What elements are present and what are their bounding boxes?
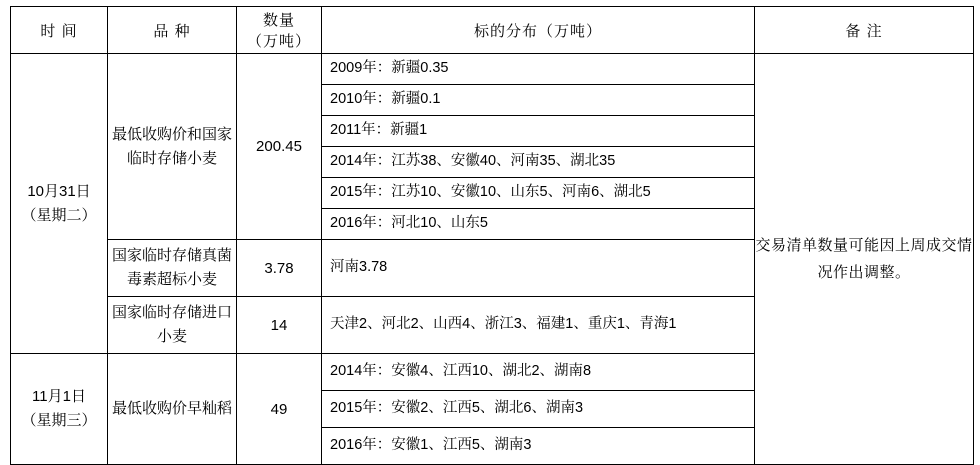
distribution-row xyxy=(322,116,754,147)
column-header-quantity-line1: 数量 xyxy=(262,12,295,29)
variety-cell: 最低收购价和国家临时存储小麦 xyxy=(108,54,237,240)
date-line1: 10月31日 xyxy=(27,182,91,200)
distribution-list xyxy=(322,54,754,239)
distribution-row xyxy=(322,297,754,353)
table-body xyxy=(11,54,974,465)
remark-cell: 交易清单数量可能因上周成交情况作出调整。 xyxy=(755,54,974,465)
column-header-time: 时 间 xyxy=(11,7,108,54)
distribution-row xyxy=(322,85,754,116)
distribution-cell xyxy=(322,354,755,465)
column-header-quantity xyxy=(237,7,322,54)
quantity-cell: 49 xyxy=(237,354,322,465)
distribution-item: 2011年：新疆1 xyxy=(322,116,754,147)
distribution-row xyxy=(322,428,754,465)
trade-schedule-sheet xyxy=(10,6,973,465)
distribution-row xyxy=(322,240,754,296)
distribution-list xyxy=(322,297,754,353)
distribution-item: 天津2、河北2、山西4、浙江3、福建1、重庆1、青海1 xyxy=(330,316,677,333)
distribution-item: 2016年：安徽1、江西5、湖南3 xyxy=(330,437,532,454)
column-header-variety: 品 种 xyxy=(108,7,237,54)
quantity-cell: 3.78 xyxy=(237,240,322,297)
distribution-row xyxy=(322,54,754,85)
distribution-cell xyxy=(322,240,755,297)
date-cell-oct31 xyxy=(11,54,108,354)
date-line2: （星期二） xyxy=(21,206,97,224)
variety-cell: 国家临时存储真菌毒素超标小麦 xyxy=(108,240,237,297)
column-header-remark: 备 注 xyxy=(755,7,974,54)
table-header xyxy=(11,7,974,54)
distribution-row xyxy=(322,391,754,428)
column-header-distribution: 标的分布（万吨） xyxy=(322,7,755,54)
distribution-row xyxy=(322,178,754,209)
table-row xyxy=(11,54,974,240)
distribution-item: 河南3.78 xyxy=(330,259,388,276)
distribution-item: 2016年：河北10、山东5 xyxy=(330,215,488,232)
distribution-row xyxy=(322,147,754,178)
distribution-item: 2009年：新疆0.35 xyxy=(322,54,754,85)
distribution-item: 2015年：安徽2、江西5、湖北6、湖南3 xyxy=(322,391,754,428)
distribution-item: 2014年：江苏38、安徽40、河南35、湖北35 xyxy=(322,147,754,178)
distribution-cell xyxy=(322,297,755,354)
quantity-cell: 200.45 xyxy=(237,54,322,240)
date-cell-nov1 xyxy=(11,354,108,465)
trade-schedule-table xyxy=(10,6,974,465)
quantity-cell: 14 xyxy=(237,297,322,354)
distribution-item: 2014年：安徽4、江西10、湖北2、湖南8 xyxy=(322,354,754,391)
distribution-cell xyxy=(322,54,755,240)
date-line1: 11月1日 xyxy=(32,388,86,405)
distribution-row xyxy=(322,354,754,391)
date-line2: （星期三） xyxy=(21,412,97,429)
table-header-row xyxy=(11,7,974,54)
distribution-item: 2015年：江苏10、安徽10、山东5、河南6、湖北5 xyxy=(322,178,754,209)
distribution-list xyxy=(322,240,754,296)
distribution-row xyxy=(322,209,754,240)
distribution-item: 2010年：新疆0.1 xyxy=(322,85,754,116)
variety-cell: 国家临时存储进口小麦 xyxy=(108,297,237,354)
variety-cell: 最低收购价早籼稻 xyxy=(108,354,237,465)
column-header-quantity-line2: （万吨） xyxy=(246,33,311,50)
distribution-list xyxy=(322,354,754,464)
